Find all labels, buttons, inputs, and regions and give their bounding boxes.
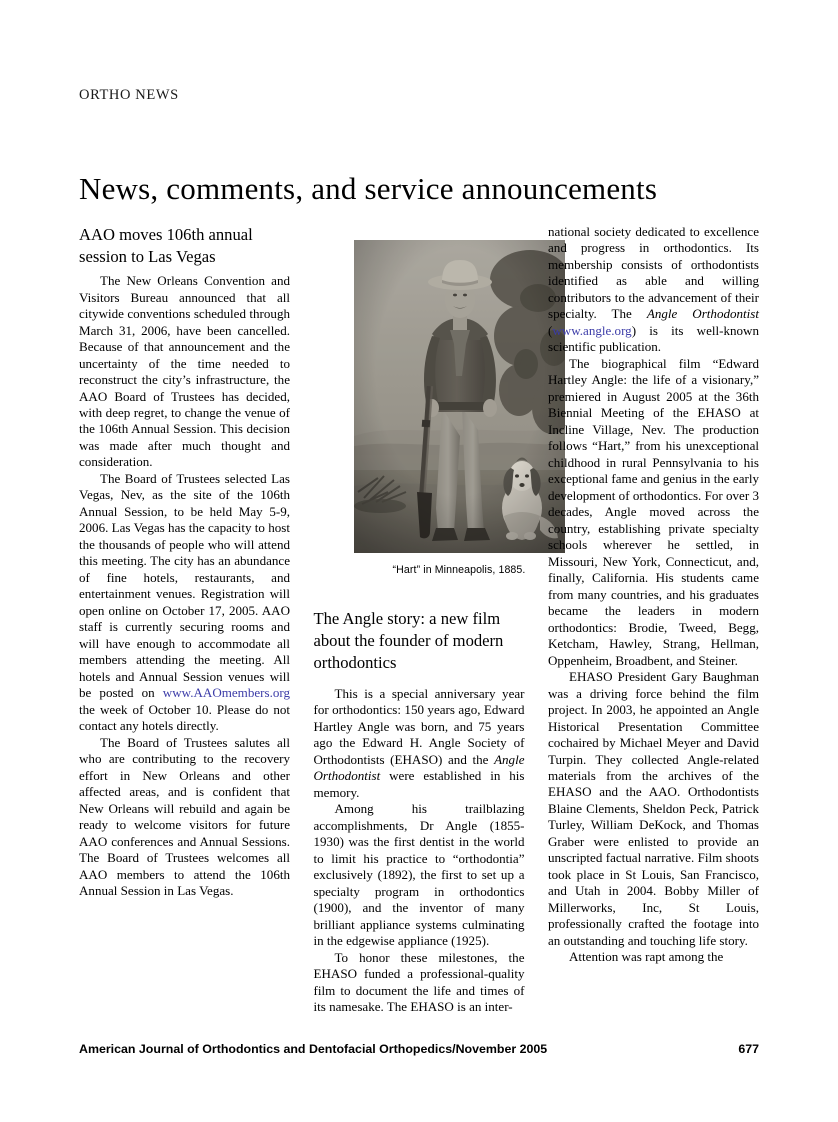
paragraph: Among his trailblazing accomplishments, Dr Angle (1855-1930) was the first dentist in the world to limit his practice to “orthodontia” exclusively (1892), the first to set up a specialty program in orthodontics (1900), and the inventor of many brilliant appliance systems culminating in the edgewise appliance (1925).	[313, 801, 525, 949]
photograph-image	[354, 240, 565, 553]
paragraph	[79, 471, 290, 735]
column-three	[548, 224, 759, 1030]
column-two	[314, 686, 525, 1016]
paragraph: EHASO President Gary Baughman was a driving force behind the film project. In 2003, he appointed an Angle Historical Presentation Committee cochaired by Michael Meyer and David Turpin. They collected Angle-related materials from the archives of the EHASO and the AAO. Orthodontists Blaine Clements, Sheldon Peck, Patrick Turley, William DeKock, and Thomas Graber were enlisted to provide an unscripted factual narrative. Film shoots took place in St Louis, San Francisco, and Utah in 2004. Bobby Miller of Millerworks, Inc, St Louis, professionally crafted the footage into an outstanding and touching life story.	[548, 669, 759, 948]
paragraph	[548, 224, 759, 356]
article-columns	[79, 224, 759, 1030]
journal-title-italic: Angle Orthodontist	[646, 306, 759, 322]
paragraph-text: national society dedicated to excellence and progress in orthodontics. Its membership consists of orthodontists identified as able and willing contributors to the advancement of their specialty. The	[548, 224, 759, 322]
paragraph: The Board of Trustees salutes all who are contributing to the recovery effort in New Orleans and other affected areas, and is confident that New Orleans will rebuild and again be ready to welcome visitors for future AAO conferences and Annual Sessions. The Board of Trustees welcomes all AAO members to attend the 106th Annual Session in Las Vegas.	[79, 734, 290, 899]
paragraph-text: ) is its well-known scientific publication.	[548, 322, 759, 355]
angle-org-link[interactable]: www.angle.org	[552, 322, 632, 338]
figure	[354, 240, 565, 576]
aao-members-link[interactable]: www.AAOmembers.org	[162, 685, 290, 701]
paragraph: The biographical film “Edward Hartley Angle: the life of a visionary,” premiered in August 2005 at the 36th Biennial Meeting of the EHASO at Incline Village, Nev. The production follows “Hart,” from his unexceptional childhood in rural Pennsylvania to his exceptional fame and genius in the early development of orthodontics. For over 3 decades, Angle moved across the country, establishing private specialty schools wherever he settled, in Missouri, New York, Connecticut, and, finally, California. His students came from many countries, and his graduates became the leaders in modern orthodontics: Brodie, Tweed, Begg, Ketcham, Hawley, Strang, Hellman, Oppenheim, Broadbent, and Steiner.	[548, 355, 759, 668]
paragraph-text: were established in his memory.	[313, 768, 525, 800]
paragraph-text: This is a special anniversary year for orthodontics: 150 years ago, Edward Hartley Angle was born, and 75 years ago the Edward H. Angle Society of Orthodontists (EHASO) and the	[313, 686, 525, 767]
footer-journal-line: American Journal of Orthodontics and Dentofacial Orthopedics/November 2005	[79, 1042, 548, 1056]
column-one	[79, 224, 290, 1030]
section-heading-angle-story: The Angle story: a new film about the founder of modern orthodontics	[313, 609, 504, 673]
hart-photograph	[354, 240, 565, 553]
paragraph	[314, 686, 525, 801]
page-number: 677	[738, 1042, 759, 1056]
paragraph: The New Orleans Convention and Visitors Bureau announced that all citywide conventions scheduled through March 31, 2006, have been cancelled. Because of that announcement and the uncertainty of the time needed to reconstruct the city’s infrastructure, the AAO Board of Trustees has decided, with deep regret, to change the venue of the 106th Annual Session. This decision was made after much thought and consideration.	[79, 273, 290, 470]
paragraph-text: (	[548, 322, 553, 338]
section-heading-aao: AAO moves 106th annual session to Las Vegas	[79, 225, 253, 267]
paragraph-text: The Board of Trustees selected Las Vegas, Nev, as the site of the 106th Annual Session, to be held May 5-9, 2006. Las Vegas has the capacity to host the thousands of people who will attend this meeting. The city has an abundance of fine hotels, restaurants, and entertainment venues. Registration will open online on October 17, 2005. AAO staff is currently securing rooms and will have enough to accommodate all members attending the meeting. All hotels and Annual Session venues will be posted on	[79, 470, 290, 701]
paragraph: Attention was rapt among the	[569, 949, 724, 965]
page-title: News, comments, and service announcements	[79, 170, 658, 206]
journal-title-italic: Angle Orthodontist	[313, 751, 525, 784]
paragraph-text: the week of October 10. Please do not contact any hotels directly.	[79, 701, 290, 734]
figure-caption: “Hart” in Minneapolis, 1885.	[392, 564, 526, 576]
column-two-heading-wrap	[314, 608, 525, 679]
paragraph: To honor these milestones, the EHASO funded a professional-quality film to document the life and times of its namesake. The EHASO is an inter-	[313, 949, 525, 1015]
running-head: ORTHO NEWS	[79, 87, 179, 103]
page-footer	[79, 1042, 759, 1056]
